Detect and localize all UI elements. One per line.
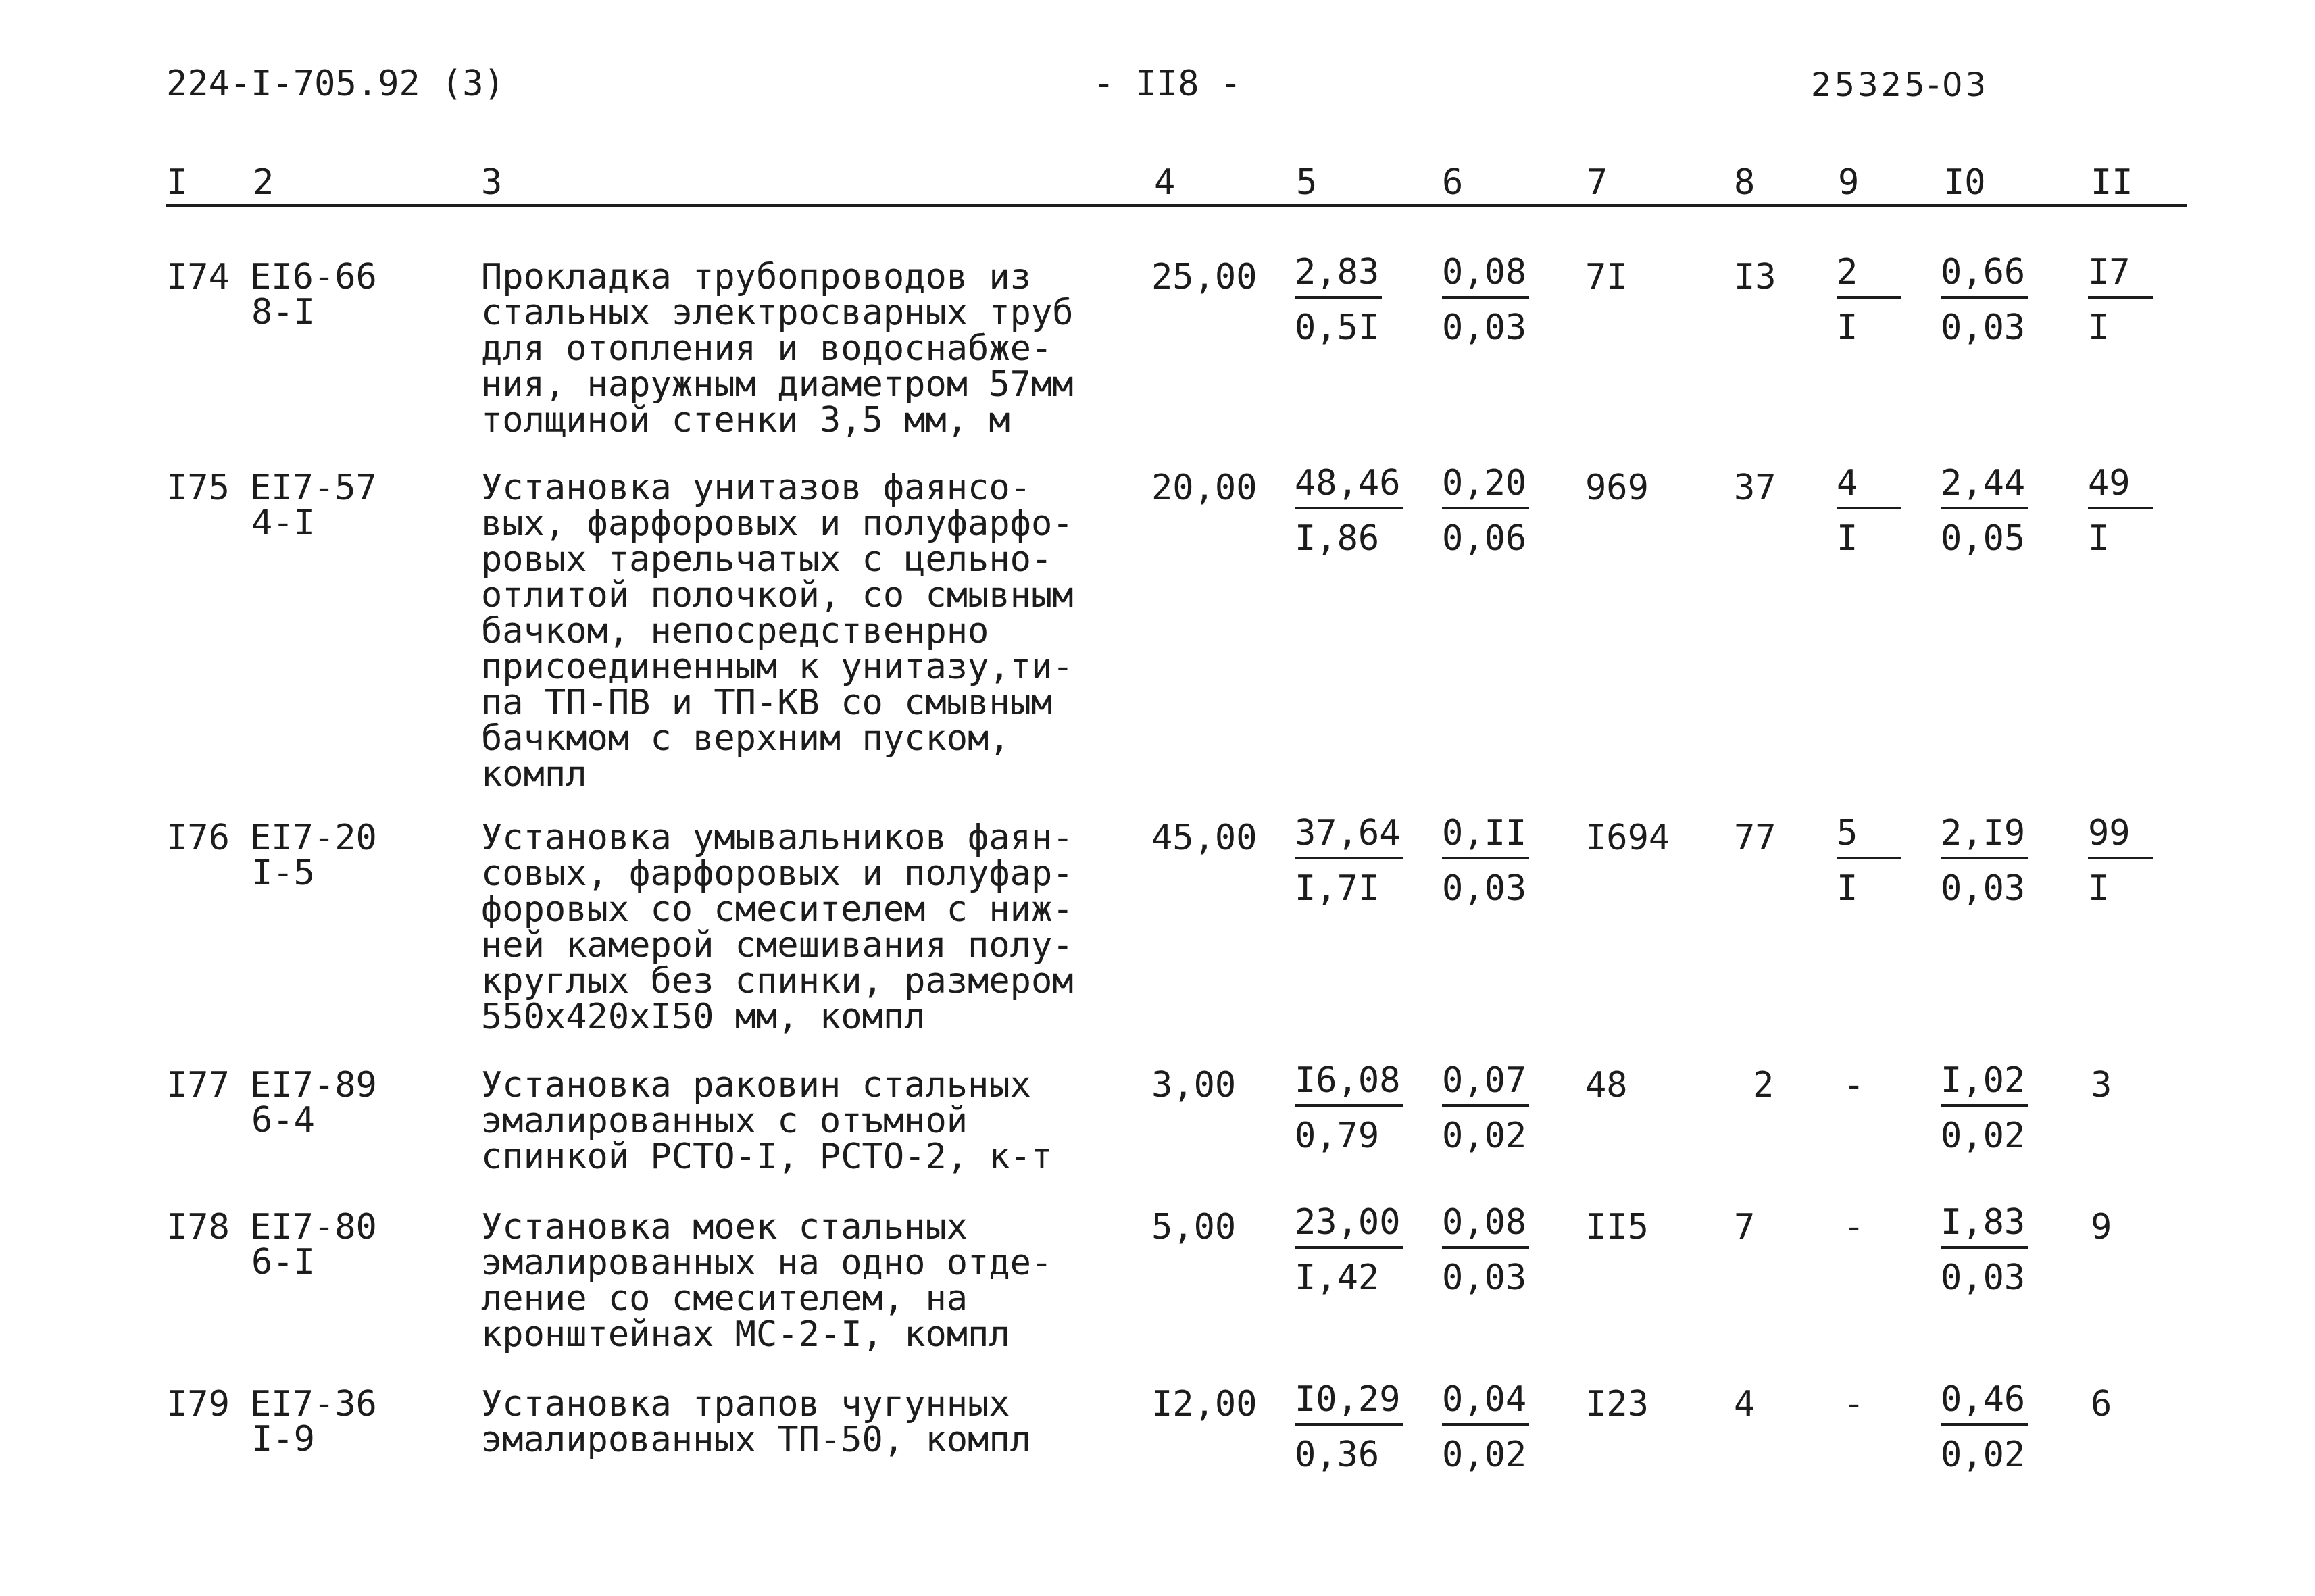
col6-denominator: 0,03 <box>1442 868 1527 909</box>
col10-numerator: I,83 <box>1941 1201 2028 1249</box>
col-header-2: 2 <box>253 162 274 203</box>
col11-denominator: I <box>2088 518 2110 559</box>
rate-code: EI7-20 <box>250 818 377 858</box>
col-header-4: 4 <box>1154 162 1176 203</box>
col7-value: II5 <box>1585 1207 1649 1247</box>
work-description: Установка унитазов фаянсо- вых, фарфоровых и полуфарфо- ровых тарельчатых с цельно- отлитой полочкой, со смывным бачком, непосредственрно присоединенным к унитазу,ти- па ТП-ПВ и ТП-КВ со смывным бачкмом с верхним пуском, компл <box>481 468 1074 795</box>
row-number: I77 <box>166 1065 230 1105</box>
col9-numerator: 2 <box>1837 251 1901 299</box>
rate-code-suffix: I-5 <box>251 853 315 893</box>
col10-denominator: 0,02 <box>1941 1435 2026 1475</box>
quantity: 20,00 <box>1151 468 1258 508</box>
rate-code-suffix: 6-I <box>251 1242 315 1282</box>
col5-denominator: I,7I <box>1295 868 1380 909</box>
col5-fraction <box>1295 1378 1403 1476</box>
col8-value: 37 <box>1734 468 1776 508</box>
col6-numerator: 0,07 <box>1442 1059 1529 1107</box>
work-description: Прокладка трубопроводов из стальных электросварных труб для отопления и водоснабже- ния, наружным диаметром 57мм толщиной стенки 3,5 мм, м <box>481 257 1074 441</box>
col8-value: 4 <box>1734 1384 1756 1424</box>
col6-denominator: 0,03 <box>1442 1257 1527 1298</box>
col10-fraction <box>1941 1201 2028 1299</box>
col5-numerator: I0,29 <box>1295 1378 1403 1426</box>
col9-fraction <box>1837 812 1901 909</box>
row-number: I76 <box>166 818 230 858</box>
col11-numerator: I7 <box>2088 251 2153 299</box>
col6-numerator: 0,08 <box>1442 1201 1529 1249</box>
col10-numerator: 0,46 <box>1941 1378 2028 1426</box>
col6-fraction <box>1442 1059 1529 1157</box>
col6-fraction <box>1442 1378 1529 1476</box>
col10-fraction <box>1941 251 2028 349</box>
col5-fraction <box>1295 1059 1403 1157</box>
rate-code: EI7-80 <box>250 1207 377 1247</box>
rate-code: EI7-57 <box>250 468 377 508</box>
col-header-7: 7 <box>1587 162 1608 203</box>
header-rule <box>166 204 2187 207</box>
col6-fraction <box>1442 1201 1529 1299</box>
col11-value: 6 <box>2091 1384 2112 1424</box>
col9-dash: - <box>1843 1207 1865 1247</box>
col8-value: I3 <box>1734 257 1776 297</box>
col10-numerator: 2,44 <box>1941 462 2028 509</box>
work-description: Установка раковин стальных эмалированных с отъмной спинкой РСТО-I, РСТО-2, к-т <box>481 1065 1053 1177</box>
col9-fraction <box>1837 251 1901 349</box>
col10-fraction <box>1941 1059 2028 1157</box>
col5-denominator: 0,79 <box>1295 1116 1380 1156</box>
page-number: - II8 - <box>1093 64 1242 104</box>
col6-denominator: 0,02 <box>1442 1116 1527 1156</box>
col5-denominator: 0,36 <box>1295 1435 1380 1475</box>
col10-fraction <box>1941 1378 2028 1476</box>
col9-fraction <box>1837 462 1901 559</box>
rate-code-suffix: 4-I <box>251 503 315 543</box>
col-header-10: I0 <box>1943 162 1986 203</box>
col-header-11: II <box>2091 162 2133 203</box>
work-description: Установка умывальников фаян- совых, фарфоровых и полуфар- форовых со смесителем с ниж- ней камерой смешивания полу- круглых без спинки, размером 550x420xI50 мм, компл <box>481 818 1074 1037</box>
col7-value: 7I <box>1585 257 1628 297</box>
quantity: 5,00 <box>1151 1207 1237 1247</box>
quantity: 45,00 <box>1151 818 1258 858</box>
col11-value: 3 <box>2091 1065 2112 1105</box>
quantity: 25,00 <box>1151 257 1258 297</box>
document-code: 224-I-705.92 (3) <box>166 64 505 104</box>
col5-denominator: I,86 <box>1295 518 1380 559</box>
row-number: I75 <box>166 468 230 508</box>
rate-code-suffix: I-9 <box>251 1419 315 1460</box>
col10-numerator: 0,66 <box>1941 251 2028 299</box>
col11-numerator: 49 <box>2088 462 2153 509</box>
col8-value: 77 <box>1734 818 1776 858</box>
col9-dash: - <box>1843 1065 1865 1105</box>
col11-fraction <box>2088 251 2153 349</box>
col9-denominator: I <box>1837 307 1858 348</box>
col5-numerator: 48,46 <box>1295 462 1403 509</box>
col10-numerator: 2,I9 <box>1941 812 2028 859</box>
col-header-1: I <box>166 162 188 203</box>
col9-dash: - <box>1843 1384 1865 1424</box>
rate-code-suffix: 8-I <box>251 292 315 332</box>
col5-fraction <box>1295 812 1403 909</box>
col10-fraction <box>1941 812 2028 909</box>
col6-numerator: 0,04 <box>1442 1378 1529 1426</box>
row-number: I74 <box>166 257 230 297</box>
col5-numerator: 23,00 <box>1295 1201 1403 1249</box>
col5-denominator: 0,5I <box>1295 307 1380 348</box>
col9-denominator: I <box>1837 518 1858 559</box>
col5-fraction <box>1295 462 1403 559</box>
col8-value: 7 <box>1734 1207 1756 1247</box>
col7-value: I23 <box>1585 1384 1649 1424</box>
col9-denominator: I <box>1837 868 1858 909</box>
col6-denominator: 0,03 <box>1442 307 1527 348</box>
col10-denominator: 0,05 <box>1941 518 2026 559</box>
col11-denominator: I <box>2088 868 2110 909</box>
col8-value: 2 <box>1753 1065 1774 1105</box>
col7-value: I694 <box>1585 818 1670 858</box>
rate-code: EI6-66 <box>250 257 377 297</box>
work-description: Установка трапов чугунных эмалированных ТП-50, компл <box>481 1384 1031 1460</box>
col11-denominator: I <box>2088 307 2110 348</box>
col5-denominator: I,42 <box>1295 1257 1380 1298</box>
col6-denominator: 0,06 <box>1442 518 1527 559</box>
col-header-5: 5 <box>1296 162 1318 203</box>
col-header-9: 9 <box>1838 162 1860 203</box>
col7-value: 969 <box>1585 468 1649 508</box>
col10-denominator: 0,03 <box>1941 307 2026 348</box>
col10-numerator: I,02 <box>1941 1059 2028 1107</box>
rate-code: EI7-36 <box>250 1384 377 1424</box>
col-header-6: 6 <box>1442 162 1464 203</box>
col6-numerator: 0,08 <box>1442 251 1529 299</box>
col-header-3: 3 <box>481 162 503 203</box>
col10-denominator: 0,02 <box>1941 1116 2026 1156</box>
rate-code-suffix: 6-4 <box>251 1100 315 1141</box>
col6-fraction <box>1442 251 1529 349</box>
rate-code: EI7-89 <box>250 1065 377 1105</box>
col10-fraction <box>1941 462 2028 559</box>
row-number: I79 <box>166 1384 230 1424</box>
col6-numerator: 0,II <box>1442 812 1529 859</box>
work-description: Установка моек стальных эмалированных на одно отде- ление со смесителем, на кронштейнах МС-2-I, компл <box>481 1207 1053 1355</box>
col11-fraction <box>2088 812 2153 909</box>
archive-stamp: 25325-03 <box>1811 66 1989 104</box>
col6-denominator: 0,02 <box>1442 1435 1527 1475</box>
col-header-8: 8 <box>1734 162 1756 203</box>
row-number: I78 <box>166 1207 230 1247</box>
quantity: I2,00 <box>1151 1384 1258 1424</box>
col5-numerator: 37,64 <box>1295 812 1403 859</box>
quantity: 3,00 <box>1151 1065 1237 1105</box>
col5-numerator: I6,08 <box>1295 1059 1403 1107</box>
col11-numerator: 99 <box>2088 812 2153 859</box>
col11-value: 9 <box>2091 1207 2112 1247</box>
col6-numerator: 0,20 <box>1442 462 1529 509</box>
col5-numerator: 2,83 <box>1295 251 1382 299</box>
col5-fraction <box>1295 1201 1403 1299</box>
col11-fraction <box>2088 462 2153 559</box>
col9-numerator: 5 <box>1837 812 1901 859</box>
col6-fraction <box>1442 462 1529 559</box>
col7-value: 48 <box>1585 1065 1628 1105</box>
col9-numerator: 4 <box>1837 462 1901 509</box>
col5-fraction <box>1295 251 1382 349</box>
col10-denominator: 0,03 <box>1941 1257 2026 1298</box>
col10-denominator: 0,03 <box>1941 868 2026 909</box>
col6-fraction <box>1442 812 1529 909</box>
